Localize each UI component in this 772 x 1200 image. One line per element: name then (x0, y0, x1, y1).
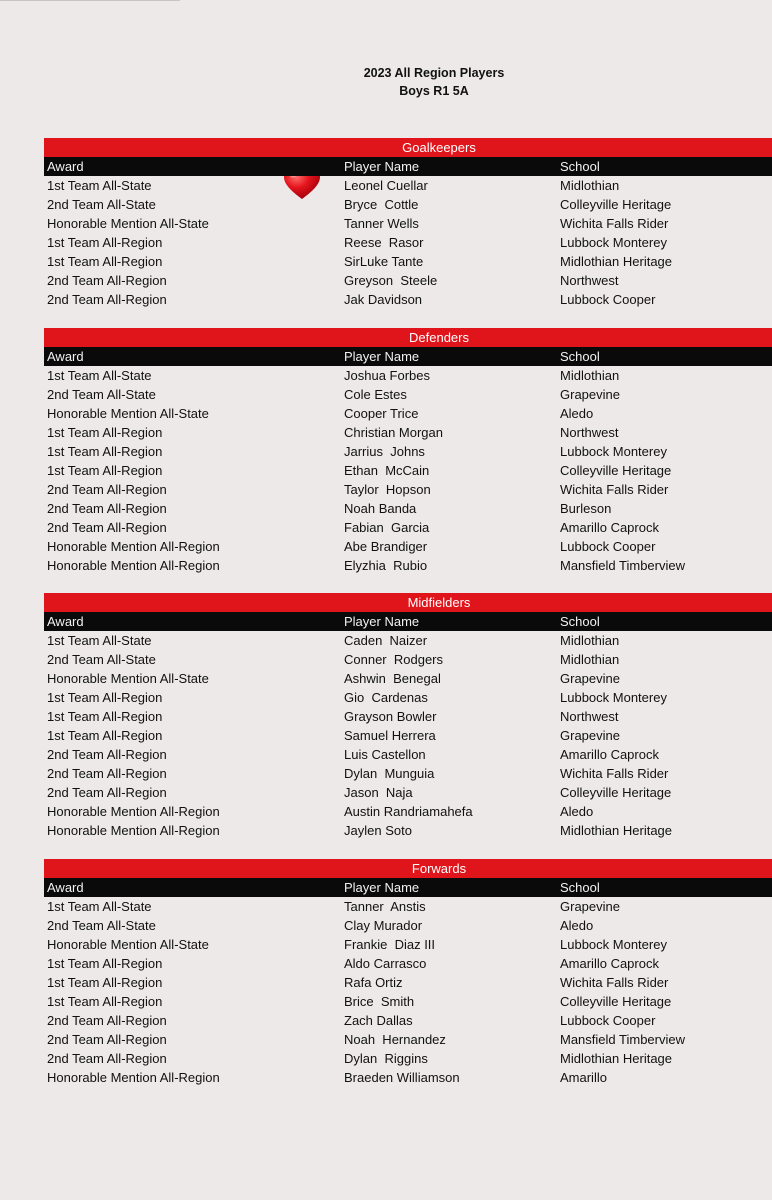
player-name-cell: Grayson Bowler (344, 709, 437, 724)
award-cell: 1st Team All-Region (47, 994, 163, 1009)
table-row (44, 650, 772, 669)
title-line-2: Boys R1 5A (399, 84, 469, 98)
award-column-header: Award (47, 159, 84, 174)
table-row (44, 404, 772, 423)
table-row (44, 992, 772, 1011)
award-cell: Honorable Mention All-State (47, 937, 209, 952)
school-cell: Northwest (560, 709, 619, 724)
table-row (44, 442, 772, 461)
table-row (44, 707, 772, 726)
school-cell: Wichita Falls Rider (560, 766, 669, 781)
table-row (44, 764, 772, 783)
table-row (44, 954, 772, 973)
player-name-cell: Fabian Garcia (344, 520, 430, 535)
table-row (44, 233, 772, 252)
school-column-header: School (560, 349, 600, 364)
award-cell: 1st Team All-Region (47, 254, 163, 269)
school-cell: Colleyville Heritage (560, 994, 672, 1009)
player-name-cell: Gio Cardenas (344, 690, 428, 705)
player-name-cell: Zach Dallas (344, 1013, 413, 1028)
school-cell: Aledo (560, 804, 594, 819)
award-cell: 1st Team All-Region (47, 235, 163, 250)
award-cell: 2nd Team All-State (47, 918, 156, 933)
table-row (44, 214, 772, 233)
school-cell: Mansfield Timberview (560, 1032, 685, 1047)
award-cell: 1st Team All-Region (47, 709, 163, 724)
school-cell: Wichita Falls Rider (560, 216, 669, 231)
award-cell: Honorable Mention All-Region (47, 539, 220, 554)
school-cell: Amarillo (560, 1070, 607, 1085)
player-name-cell: Jak Davidson (344, 292, 423, 307)
award-column-header: Award (47, 880, 84, 895)
table-row (44, 423, 772, 442)
school-cell: Lubbock Cooper (560, 1013, 656, 1028)
section-header: Defenders (44, 328, 772, 347)
school-cell: Midlothian Heritage (560, 1051, 673, 1066)
player-name-cell: Joshua Forbes (344, 368, 430, 383)
player-name-cell: Caden Naizer (344, 633, 428, 648)
table-row (44, 973, 772, 992)
award-cell: 1st Team All-Region (47, 728, 163, 743)
award-cell: 2nd Team All-Region (47, 292, 167, 307)
award-cell: 1st Team All-Region (47, 444, 163, 459)
player-name-cell: Cooper Trice (344, 406, 419, 421)
school-cell: Amarillo Caprock (560, 956, 659, 971)
player-name-cell: Frankie Diaz III (344, 937, 436, 952)
school-cell: Amarillo Caprock (560, 747, 659, 762)
award-cell: Honorable Mention All-State (47, 216, 209, 231)
player-name-cell: Dylan Munguia (344, 766, 435, 781)
column-header-row (44, 157, 772, 176)
table-row (44, 252, 772, 271)
player-name-cell: Tanner Wells (344, 216, 419, 231)
award-cell: 2nd Team All-Region (47, 1013, 167, 1028)
award-cell: Honorable Mention All-Region (47, 558, 220, 573)
player-column-header: Player Name (344, 349, 420, 364)
player-name-cell: Jason Naja (344, 785, 413, 800)
school-cell: Lubbock Monterey (560, 444, 667, 459)
award-cell: 1st Team All-State (47, 368, 152, 383)
player-name-cell: Jarrius Johns (344, 444, 425, 459)
school-cell: Lubbock Monterey (560, 690, 667, 705)
school-cell: Mansfield Timberview (560, 558, 685, 573)
school-cell: Grapevine (560, 387, 620, 402)
table-row (44, 802, 772, 821)
school-cell: Northwest (560, 273, 619, 288)
table-row (44, 1068, 772, 1087)
award-cell: 2nd Team All-Region (47, 501, 167, 516)
award-cell: 1st Team All-State (47, 633, 152, 648)
section-header: Forwards (44, 859, 772, 878)
school-cell: Burleson (560, 501, 612, 516)
award-cell: 1st Team All-Region (47, 690, 163, 705)
player-column-header: Player Name (344, 614, 420, 629)
table-row (44, 499, 772, 518)
player-name-cell: Dylan Riggins (344, 1051, 428, 1066)
school-column-header: School (560, 614, 600, 629)
award-cell: 1st Team All-Region (47, 425, 163, 440)
player-name-cell: Abe Brandiger (344, 539, 428, 554)
award-cell: 1st Team All-Region (47, 956, 163, 971)
player-name-cell: Luis Castellon (344, 747, 426, 762)
player-name-cell: Aldo Carrasco (344, 956, 427, 971)
table-row (44, 290, 772, 309)
column-header-row (44, 347, 772, 366)
player-name-cell: Ashwin Benegal (344, 671, 441, 686)
player-name-cell: Noah Banda (344, 501, 417, 516)
top-divider (0, 0, 180, 1)
table-row (44, 935, 772, 954)
award-cell: 2nd Team All-Region (47, 482, 167, 497)
section-goalkeepers (44, 138, 772, 309)
award-cell: 2nd Team All-Region (47, 273, 167, 288)
table-row (44, 1030, 772, 1049)
school-cell: Aledo (560, 406, 594, 421)
award-cell: 2nd Team All-Region (47, 520, 167, 535)
award-cell: 1st Team All-State (47, 899, 152, 914)
award-cell: Honorable Mention All-Region (47, 1070, 220, 1085)
table-row (44, 916, 772, 935)
player-column-header: Player Name (344, 880, 420, 895)
award-cell: 2nd Team All-State (47, 197, 156, 212)
player-name-cell: Braeden Williamson (344, 1070, 460, 1085)
player-name-cell: Noah Hernandez (344, 1032, 446, 1047)
table-row (44, 897, 772, 916)
player-name-cell: Greyson Steele (344, 273, 438, 288)
table-row (44, 195, 772, 214)
section-defenders (44, 328, 772, 575)
player-name-cell: Tanner Anstis (344, 899, 426, 914)
table-row (44, 385, 772, 404)
section-header: Midfielders (44, 593, 772, 612)
player-name-cell: SirLuke Tante (344, 254, 424, 269)
table-row (44, 556, 772, 575)
award-cell: Honorable Mention All-State (47, 671, 209, 686)
award-column-header: Award (47, 349, 84, 364)
table-row (44, 783, 772, 802)
school-cell: Midlothian (560, 368, 620, 383)
table-row (44, 1011, 772, 1030)
player-name-cell: Bryce Cottle (344, 197, 419, 212)
school-cell: Grapevine (560, 899, 620, 914)
player-name-cell: Cole Estes (344, 387, 407, 402)
award-cell: 1st Team All-Region (47, 463, 163, 478)
award-cell: 2nd Team All-Region (47, 1032, 167, 1047)
table-row (44, 271, 772, 290)
school-cell: Midlothian (560, 633, 620, 648)
table-row (44, 745, 772, 764)
table-row (44, 461, 772, 480)
table-row (44, 821, 772, 840)
award-cell: 1st Team All-Region (47, 975, 163, 990)
award-cell: Honorable Mention All-Region (47, 823, 220, 838)
award-cell: Honorable Mention All-Region (47, 804, 220, 819)
award-cell: 2nd Team All-State (47, 387, 156, 402)
table-row (44, 518, 772, 537)
school-cell: Midlothian (560, 178, 620, 193)
table-row (44, 688, 772, 707)
table-row (44, 726, 772, 745)
column-header-row (44, 612, 772, 631)
column-header-row (44, 878, 772, 897)
award-cell: 2nd Team All-Region (47, 747, 167, 762)
section-header: Goalkeepers (44, 138, 772, 157)
award-cell: 2nd Team All-Region (47, 785, 167, 800)
player-name-cell: Samuel Herrera (344, 728, 436, 743)
player-column-header: Player Name (344, 159, 420, 174)
school-cell: Colleyville Heritage (560, 463, 672, 478)
player-name-cell: Conner Rodgers (344, 652, 443, 667)
school-cell: Midlothian (560, 652, 620, 667)
school-cell: Colleyville Heritage (560, 197, 672, 212)
school-cell: Lubbock Cooper (560, 539, 656, 554)
player-name-cell: Elyzhia Rubio (344, 558, 428, 573)
school-cell: Wichita Falls Rider (560, 482, 669, 497)
table-row (44, 669, 772, 688)
award-column-header: Award (47, 614, 84, 629)
school-column-header: School (560, 880, 600, 895)
table-row (44, 1049, 772, 1068)
school-cell: Lubbock Monterey (560, 937, 667, 952)
player-name-cell: Jaylen Soto (344, 823, 412, 838)
award-cell: 2nd Team All-Region (47, 1051, 167, 1066)
section-midfielders (44, 593, 772, 840)
table-row (44, 537, 772, 556)
player-name-cell: Taylor Hopson (344, 482, 431, 497)
award-cell: Honorable Mention All-State (47, 406, 209, 421)
table-row (44, 176, 772, 195)
school-cell: Wichita Falls Rider (560, 975, 669, 990)
school-cell: Midlothian Heritage (560, 254, 673, 269)
school-cell: Colleyville Heritage (560, 785, 672, 800)
school-cell: Midlothian Heritage (560, 823, 673, 838)
school-column-header: School (560, 159, 600, 174)
player-name-cell: Austin Randriamahefa (344, 804, 473, 819)
school-cell: Aledo (560, 918, 594, 933)
school-cell: Amarillo Caprock (560, 520, 659, 535)
player-name-cell: Reese Rasor (344, 235, 424, 250)
player-name-cell: Leonel Cuellar (344, 178, 428, 193)
school-cell: Grapevine (560, 728, 620, 743)
award-cell: 1st Team All-State (47, 178, 152, 193)
school-cell: Northwest (560, 425, 619, 440)
player-name-cell: Christian Morgan (344, 425, 443, 440)
award-cell: 2nd Team All-State (47, 652, 156, 667)
school-cell: Lubbock Cooper (560, 292, 656, 307)
school-cell: Grapevine (560, 671, 620, 686)
section-forwards (44, 859, 772, 1087)
player-name-cell: Rafa Ortiz (344, 975, 403, 990)
player-name-cell: Clay Murador (344, 918, 423, 933)
school-cell: Lubbock Monterey (560, 235, 667, 250)
title-line-1: 2023 All Region Players (363, 66, 505, 80)
table-row (44, 366, 772, 385)
table-row (44, 631, 772, 650)
player-name-cell: Brice Smith (344, 994, 415, 1009)
table-row (44, 480, 772, 499)
player-name-cell: Ethan McCain (344, 463, 430, 478)
award-cell: 2nd Team All-Region (47, 766, 167, 781)
